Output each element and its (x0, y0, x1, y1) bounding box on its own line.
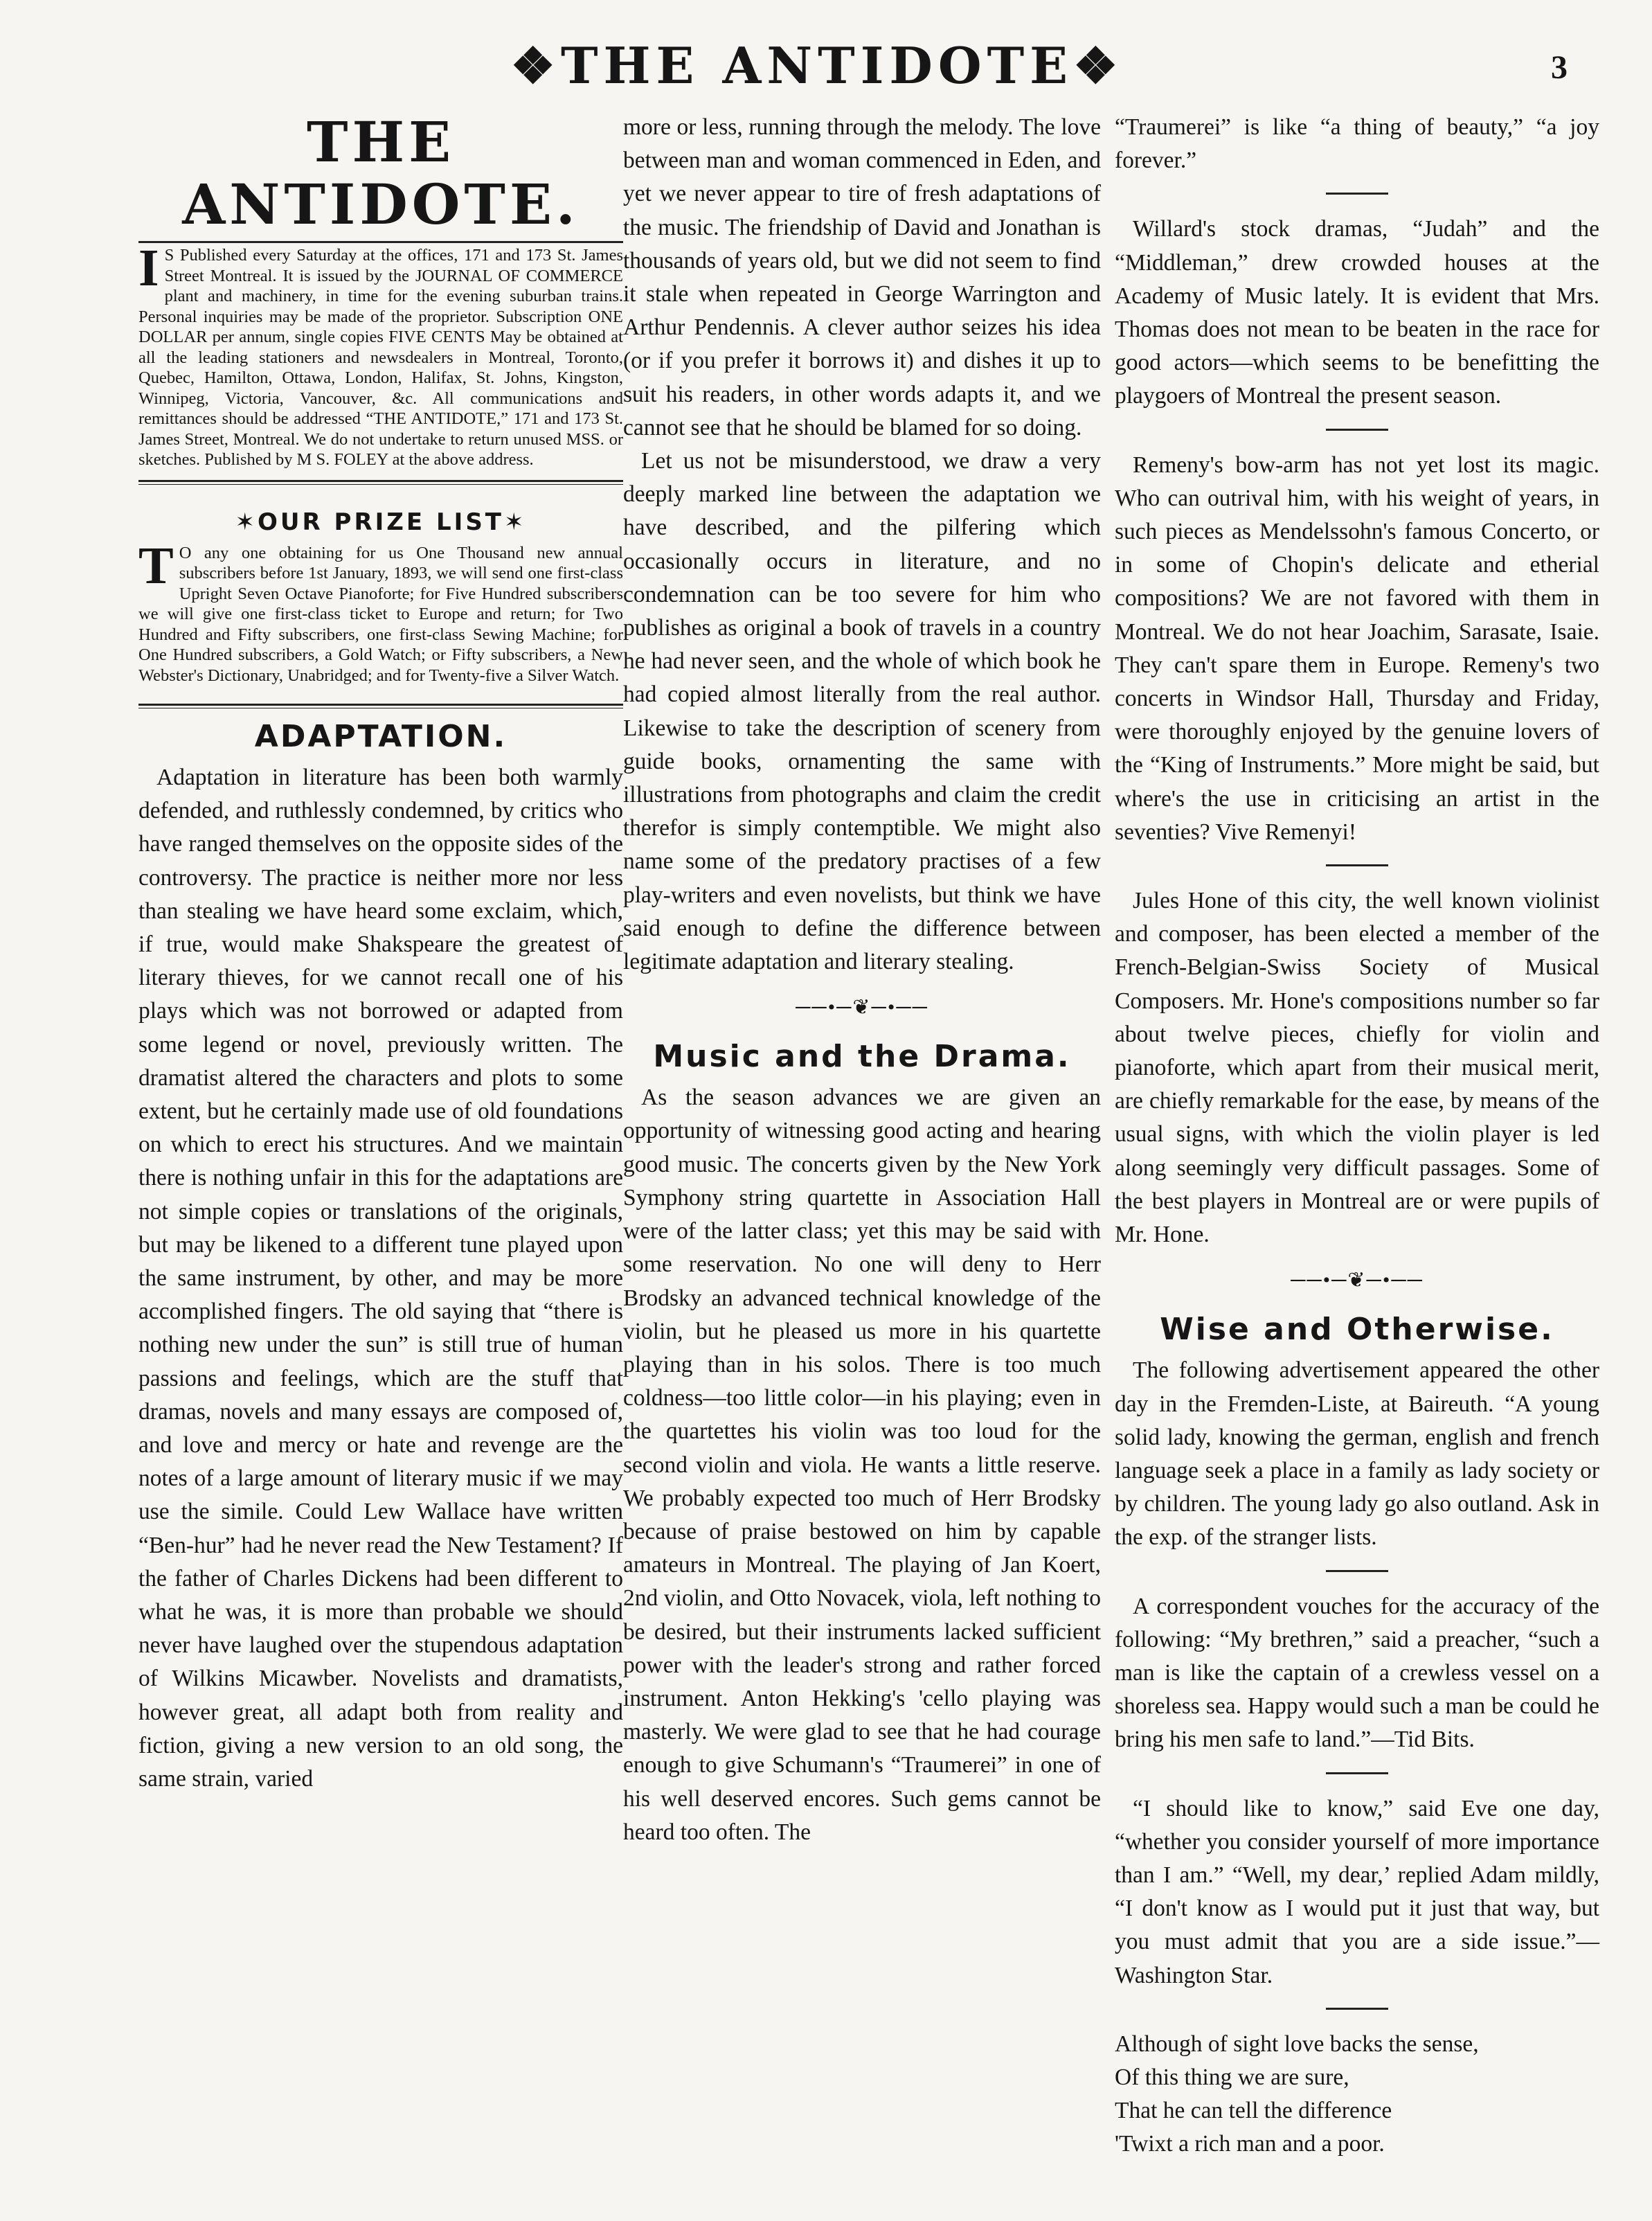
prize-list (138, 536, 623, 686)
short-rule (1326, 864, 1388, 866)
prize-list-text: O any one obtaining for us One Thousand new annual subscribers before 1st January, 1893, we will send one first-class Upright Seven Octave Pianoforte; for Five Hundred subscribers we will give one first-class ticket to Europe and return; for Two Hundred and Fifty subscribers, one first-class Sewing Machine; for One Hundred subscribers, a Gold Watch; or Fifty subscribers, a New Webster's Dictionary, Unabridged; and for Twenty-five a Silver Watch. (138, 543, 623, 685)
wise-otherwise-heading: Wise and Otherwise. (1160, 1312, 1554, 1348)
ornament-divider: ──•─❦─•── (1291, 1269, 1424, 1292)
verse-line: Although of sight love backs the sense, (1115, 2031, 1479, 2057)
masthead: ❖THE ANTIDOTE❖ (510, 36, 1124, 95)
paper-title: THE ANTIDOTE. (182, 109, 580, 237)
adaptation-heading: ADAPTATION. (254, 719, 508, 754)
music-drama-heading: Music and the Drama. (653, 1039, 1071, 1075)
adaptation-continued-1: more or less, running through the melody. The love between man and woman commenced in Eden, and yet we never appear to tire of fresh adaptations of the music. The friendship of David and Jonathan is thousands of years old, but we did not seem to find it stale when repeated in George Warrington and Arthur Pendennis. A clever author seizes his idea (or if you prefer it borrows it) and dishes it up to suit his readers, in other words adapts it, and we cannot see that he should be blamed for so doing. (623, 114, 1101, 440)
verse-line: 'Twixt a rich man and a poor. (1115, 2131, 1385, 2157)
publication-notice-text: S Published every Saturday at the offices, 171 and 173 St. James Street Montreal. It is issued by the JOURNAL OF COMMERCE plant and machinery, in time for the evening suburban trains. Personal inquiries may be made of the proprietor. Subscription ONE DOLLAR per annum, single copies FIVE CENTS May be obtained at all the leading stationers and newsdealers in Montreal, Toronto, Quebec, Hamilton, Ottawa, London, Halifax, St. Johns, Kingston, Winnipeg, Victoria, Vancouver, &c. All communications and remittances should be addressed “THE ANTIDOTE,” 171 and 173 St. James Street, Montreal. We do not undertake to return unused MSS. or sketches. Published by M S. FOLEY at the above address. (138, 246, 623, 469)
column-1 (138, 111, 623, 2188)
column-3 (1115, 111, 1599, 2188)
hone-paragraph: Jules Hone of this city, the well known violinist and composer, has been elected a member of the French-Belgian-Swiss Society of Musical Composers. Mr. Hone's compositions number so far about twelve pieces, chiefly for violin and pianoforte, which apart from their musical merit, are chiefly remarkable for the ease, by means of the usual signs, with which the violin player is led along seemingly very difficult passages. Some of the best players in Montreal are or were pupils of Mr. Hone. (1115, 888, 1599, 1248)
page-number: 3 (1551, 49, 1568, 86)
short-rule (1326, 429, 1388, 431)
ornament-divider: ──•─❦─•── (796, 996, 928, 1019)
willard-paragraph: Willard's stock dramas, “Judah” and the “Middleman,” drew crowded houses at the Academy of Music lately. It is evident that Mrs. Thomas does not mean to be beaten in the race for good actors—which seems to be benefitting the playgoers of Montreal the present season. (1115, 216, 1599, 409)
dropcap-i: I (138, 239, 159, 297)
short-rule (1326, 193, 1388, 195)
notice-rule (138, 480, 623, 482)
eve-paragraph: “I should like to know,” said Eve one day, “whether you consider yourself of more importance than I am.” “Well, my dear,’ replied Adam mildly, “I don't know as I would put it just that way, but you must admit that you are a side issue.”—Washington Star. (1115, 1795, 1599, 1988)
verse-line: Of this thing we are sure, (1115, 2064, 1349, 2090)
short-rule (1326, 2008, 1388, 2010)
adaptation-continued-2: Let us not be misunderstood, we draw a very deeply marked line between the adaptation we have described, and the pilfering which occasionally occurs in literature, and no condemnation can be too severe for him who publishes as original a book of travels in a country he had never seen, and the whole of which book he had copied almost literally from the real author. Likewise to take the description of scenery from guide books, ornamenting the same with illustrations from photographs and claim the credit therefor is simply contemptible. We might also name some of the predatory practises of a few play-writers and even novelists, but think we have said enough to define the difference between legitimate adaptation and literary stealing. (623, 448, 1101, 975)
title-rule (138, 241, 623, 243)
notice-rule-thin (138, 484, 623, 485)
column-2 (623, 111, 1101, 2188)
traumerei-quote: “Traumerei” is like “a thing of beauty,” “a joy forever.” (1115, 114, 1599, 174)
publication-notice (138, 239, 623, 470)
prize-list-heading: ✶OUR PRIZE LIST✶ (235, 508, 527, 536)
prize-rule (138, 704, 623, 706)
verse-line: That he can tell the difference (1115, 2098, 1392, 2124)
correspondent-paragraph: A correspondent vouches for the accuracy of the following: “My brethren,” said a preacher, “such a man is like the captain of a crewless vessel on a shoreless sea. Happy would such a man be could he bring his men safe to land.”—Tid Bits. (1115, 1593, 1599, 1753)
verse (1115, 2028, 1599, 2161)
short-rule (1326, 1570, 1388, 1572)
advertisement-paragraph: The following advertisement appeared the other day in the Fremden-Liste, at Baireuth. “A young solid lady, knowing the german, english and french language seek a place in a family as lady society or by children. The young lady go also outland. Ask in the exp. of the stranger lists. (1115, 1357, 1599, 1551)
short-rule (1326, 1772, 1388, 1774)
adaptation-text: Adaptation in literature has been both warmly defended, and ruthlessly condemned, by critics who have ranged themselves on the opposite sides of the controversy. The practice is neither more nor less than stealing we have heard some exclaim, which, if true, would make Shakspeare the greatest of literary thieves, for we cannot recall one of his plays which was not borrowed or adapted from some legend or novel, previously written. The dramatist altered the characters and plots to some extent, but he certainly made use of old foundations on which to erect his structures. And we maintain there is nothing unfair in this for the adaptations are not simple copies or translations of the originals, but may be likened to a different tune played upon the same instrument, by other, and may be more accomplished fingers. The old saying that “there is nothing new under the sun” is still true of human passions and feelings, which are the stuff that dramas, novels and many essays are composed of, and love and mercy or hate and revenge are the notes of a large amount of literary music if we may use the simile. Could Lew Wallace have written “Ben-hur” had he never read the New Testament? If the father of Charles Dickens had been different to what he was, it is more than probable we should never have laughed over the stupendous adaptation of Wilkins Micawber. Novelists and dramatists, however great, all adapt both from reality and fiction, giving a new version to an old song, the same strain, varied (138, 765, 623, 1792)
remenyi-paragraph: Remeny's bow-arm has not yet lost its magic. Who can outrival him, with his weight of years, in such pieces as Mendelssohn's famous Concerto, or in some of Chopin's delicate and etherial compositions? We are not favored with them in Montreal. We do not hear Joachim, Sarasate, Isaie. They can't spare them in Europe. Remeny's two concerts in Windsor Hall, Thursday and Friday, were thoroughly enjoyed by the genuine lovers of the “King of Instruments.” More might be said, but where's the use in criticising an artist in the seventies? Vive Remenyi! (1115, 452, 1599, 845)
dropcap-t: T (138, 536, 174, 595)
music-drama-text: As the season advances we are given an opportunity of witnessing good acting and hearing good music. The concerts given by the New York Symphony string quartette in Association Hall were of the latter class; yet this may be said with some reservation. No one will deny to Herr Brodsky an advanced technical knowledge of the violin, but he pleased us more in his quartette playing than in his solos. There is too much coldness—too little color—in his playing; even in the quartettes his violin was too loud for the second violin and viola. He wants a little reserve. We probably expected too much of Herr Brodsky because of praise bestowed on him by capable amateurs in Montreal. The playing of Jan Koert, 2nd violin, and Otto Novacek, viola, left nothing to be desired, but their instruments lacked sufficient power with the leader's strong and rather forced instrument. Anton Hekking's 'cello playing was masterly. We were glad to see that he had courage enough to give Schumann's “Traumerei” in one of his well deserved encores. Such gems cannot be heard too often. The (623, 1085, 1101, 1845)
